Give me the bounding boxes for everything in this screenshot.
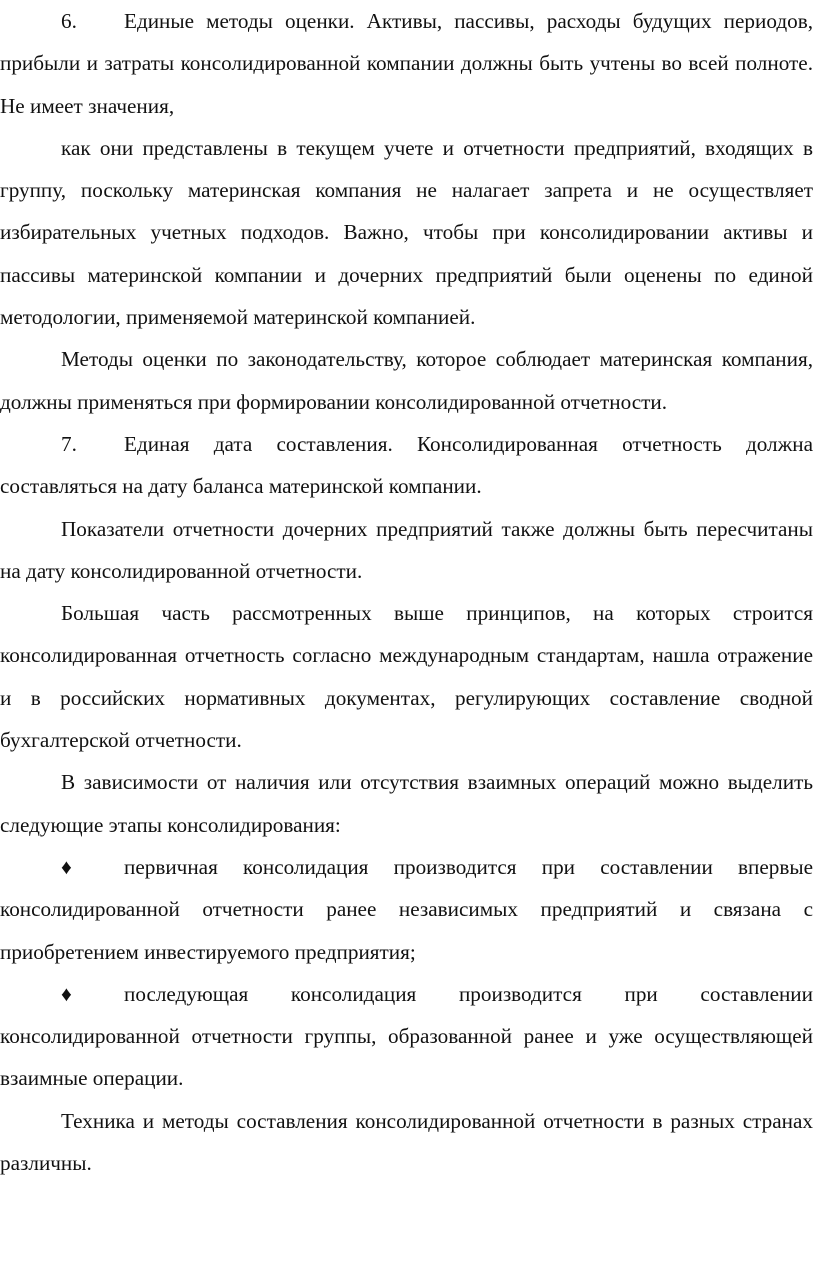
paragraph-item-7: [0, 423, 813, 508]
bullet-text: последующая консолидация производится при составлении консолидированной отчетности группы, образованной ранее и уже осуществляющей взаимные операции.: [0, 981, 813, 1091]
bullet-item: [0, 846, 813, 973]
paragraph: [0, 761, 813, 846]
diamond-bullet-icon: ♦: [61, 854, 72, 879]
paragraph-text: Методы оценки по законодательству, которое соблюдает материнская компания, должны применяться при формировании консолидированной отчетности.: [0, 347, 813, 414]
paragraph: [0, 338, 813, 423]
paragraph: [0, 1100, 813, 1185]
item-number: 7.: [61, 431, 77, 456]
paragraph: [0, 508, 813, 593]
paragraph: [0, 592, 813, 761]
item-number: 6.: [61, 9, 77, 33]
bullet-item: [0, 973, 813, 1100]
paragraph-text: Показатели отчетности дочерних предприятий также должны быть пересчитаны на дату консолидированной отчетности.: [0, 516, 813, 583]
paragraph-text: Техника и методы составления консолидированной отчетности в разных странах различны.: [0, 1108, 813, 1176]
paragraph-text: как они представлены в текущем учете и отчетности предприятий, входящих в группу, поскольку материнская компания не налагает запрета и не осуществляет избирательных учетных подходов. Важно, чтобы при консолидировании активы и пассивы материнской компании и дочерних предприятий были оценены по единой методологии, применяемой материнской компанией.: [0, 135, 813, 330]
paragraph-text: Единая дата составления. Консолидированная отчетность должна составляться на дату баланса материнской компании.: [0, 431, 813, 499]
paragraph-text: В зависимости от наличия или отсутствия взаимных операций можно выделить следующие этапы консолидирования:: [0, 770, 813, 837]
bullet-text: первичная консолидация производится при составлении впервые консолидированной отчетности ранее независимых предприятий и связана с приобретением инвестируемого предприятия;: [0, 854, 813, 964]
paragraph-text: Единые методы оценки. Активы, пассивы, расходы будущих периодов, прибыли и затраты консолидированной компании должны быть учтены во всей полноте. Не имеет значения,: [0, 9, 813, 118]
paragraph-item-6: [0, 0, 813, 127]
paragraph: [0, 127, 813, 338]
paragraph-text: Большая часть рассмотренных выше принципов, на которых строится консолидированная отчетность согласно международным стандартам, нашла отражение и в российских нормативных документах, регулирующих составление сводной бухгалтерской отчетности.: [0, 601, 813, 753]
diamond-bullet-icon: ♦: [61, 981, 72, 1006]
